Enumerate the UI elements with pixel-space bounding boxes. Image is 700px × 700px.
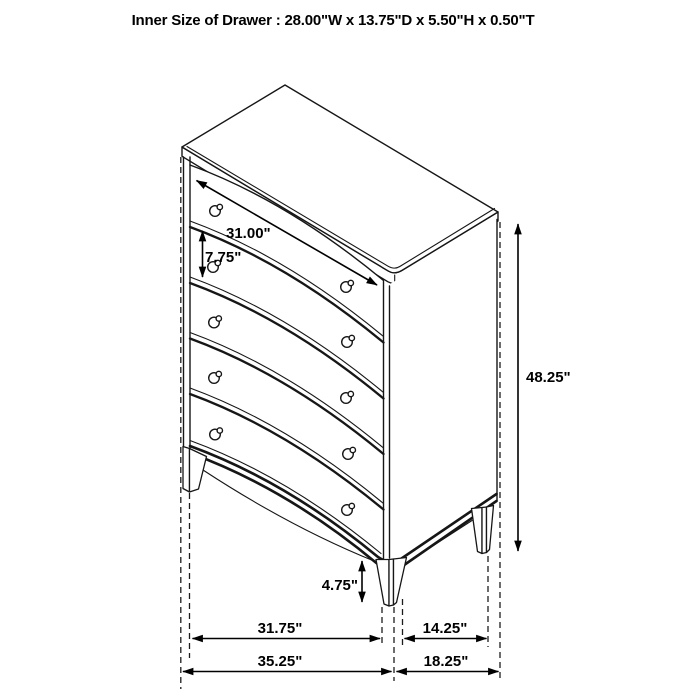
leg-front-face: [183, 447, 190, 493]
leg-side-face: [487, 506, 494, 553]
leg-corner-face: [389, 559, 394, 606]
chest-drawing: [182, 85, 498, 606]
dim-overall-height: [518, 224, 571, 551]
dim-label-side-depth-at-legs: 14.25": [422, 620, 468, 637]
dim-label-front-width-at-legs: 31.75": [257, 620, 303, 637]
dim-label-overall-depth: 18.25": [423, 653, 469, 670]
back-right-leg: [472, 506, 494, 554]
dim-side-depth-at-legs: [405, 620, 487, 639]
dim-front-width-at-legs: [193, 620, 381, 639]
leg-front-face: [376, 560, 389, 607]
leg-corner-face: [482, 507, 487, 554]
dim-label-overall-width: 35.25": [257, 653, 303, 670]
dim-label-drawer-width: 31.00": [226, 225, 271, 242]
dim-leg-height: [322, 561, 362, 602]
front-right-leg: [376, 558, 407, 607]
page-title: Inner Size of Drawer : 28.00"W x 13.75"D x 5.50"H x 0.50"T: [131, 12, 535, 29]
leg-side-face: [394, 558, 407, 606]
dim-overall-width: [183, 653, 392, 672]
dim-label-drawer-height: 7.75": [205, 249, 242, 266]
dim-label-leg-height: 4.75": [321, 577, 358, 594]
dim-overall-depth: [397, 653, 499, 672]
dim-label-overall-height: 48.25": [526, 369, 571, 386]
leg-front-face: [472, 508, 483, 554]
